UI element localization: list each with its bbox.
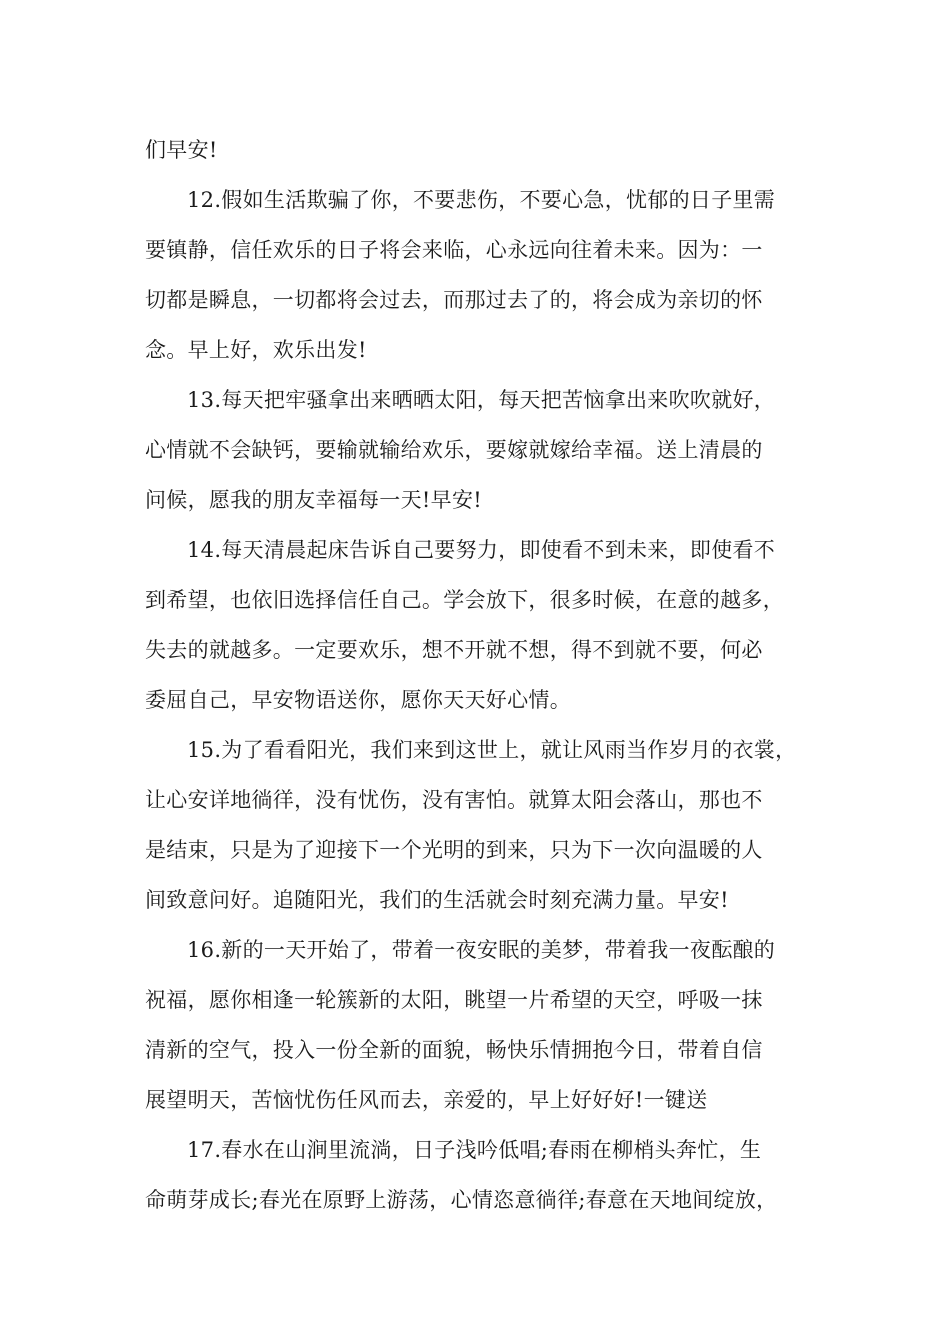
paragraph-13-line: 心情就不会缺钙，要输就输给欢乐，要嫁就嫁给幸福。送上清晨的 <box>145 438 763 462</box>
paragraph-15-line: 让心安详地徜徉，没有忧伤，没有害怕。就算太阳会落山，那也不 <box>145 788 763 812</box>
paragraph-14-line: 到希望，也依旧选择信任自己。学会放下，很多时候，在意的越多， <box>145 588 784 612</box>
paragraph-14-line: 委屈自己，早安物语送你，愿你天天好心情。 <box>145 688 571 712</box>
paragraph-17-line: 17.春水在山涧里流淌，日子浅吟低唱;春雨在柳梢头奔忙，生 <box>187 1138 762 1162</box>
paragraph-16-line: 清新的空气，投入一份全新的面貌，畅快乐情拥抱今日，带着自信 <box>145 1038 763 1062</box>
paragraph-17-line: 命萌芽成长;春光在原野上游荡，心情恣意徜徉;春意在天地间绽放， <box>145 1188 778 1212</box>
text-line: 们早安! <box>145 138 218 162</box>
paragraph-16-line: 16.新的一天开始了，带着一夜安眠的美梦，带着我一夜酝酿的 <box>187 938 776 962</box>
paragraph-14-line: 失去的就越多。一定要欢乐，想不开就不想，得不到就不要，何必 <box>145 638 763 662</box>
paragraph-12-line: 念。早上好，欢乐出发! <box>145 338 367 362</box>
paragraph-13-line: 13.每天把牢骚拿出来晒晒太阳，每天把苦恼拿出来吹吹就好， <box>187 388 776 412</box>
paragraph-14-line: 14.每天清晨起床告诉自己要努力，即使看不到未来，即使看不 <box>187 538 776 562</box>
paragraph-12-line: 12.假如生活欺骗了你，不要悲伤，不要心急，忧郁的日子里需 <box>187 188 776 212</box>
paragraph-16-line: 展望明天，苦恼忧伤任风而去，亲爱的，早上好好好!一键送 <box>145 1088 708 1112</box>
paragraph-12-line: 切都是瞬息，一切都将会过去，而那过去了的，将会成为亲切的怀 <box>145 288 763 312</box>
paragraph-15-line: 是结束，只是为了迎接下一个光明的到来，只为下一次向温暖的人 <box>145 838 763 862</box>
paragraph-15-line: 15.为了看看阳光，我们来到这世上，就让风雨当作岁月的衣裳， <box>187 738 797 762</box>
paragraph-13-line: 问候，愿我的朋友幸福每一天!早安! <box>145 488 482 512</box>
paragraph-16-line: 祝福，愿你相逢一轮簇新的太阳，眺望一片希望的天空，呼吸一抹 <box>145 988 763 1012</box>
paragraph-15-line: 间致意问好。追随阳光，我们的生活就会时刻充满力量。早安! <box>145 888 729 912</box>
paragraph-12-line: 要镇静，信任欢乐的日子将会来临，心永远向往着未来。因为：一 <box>145 238 763 262</box>
